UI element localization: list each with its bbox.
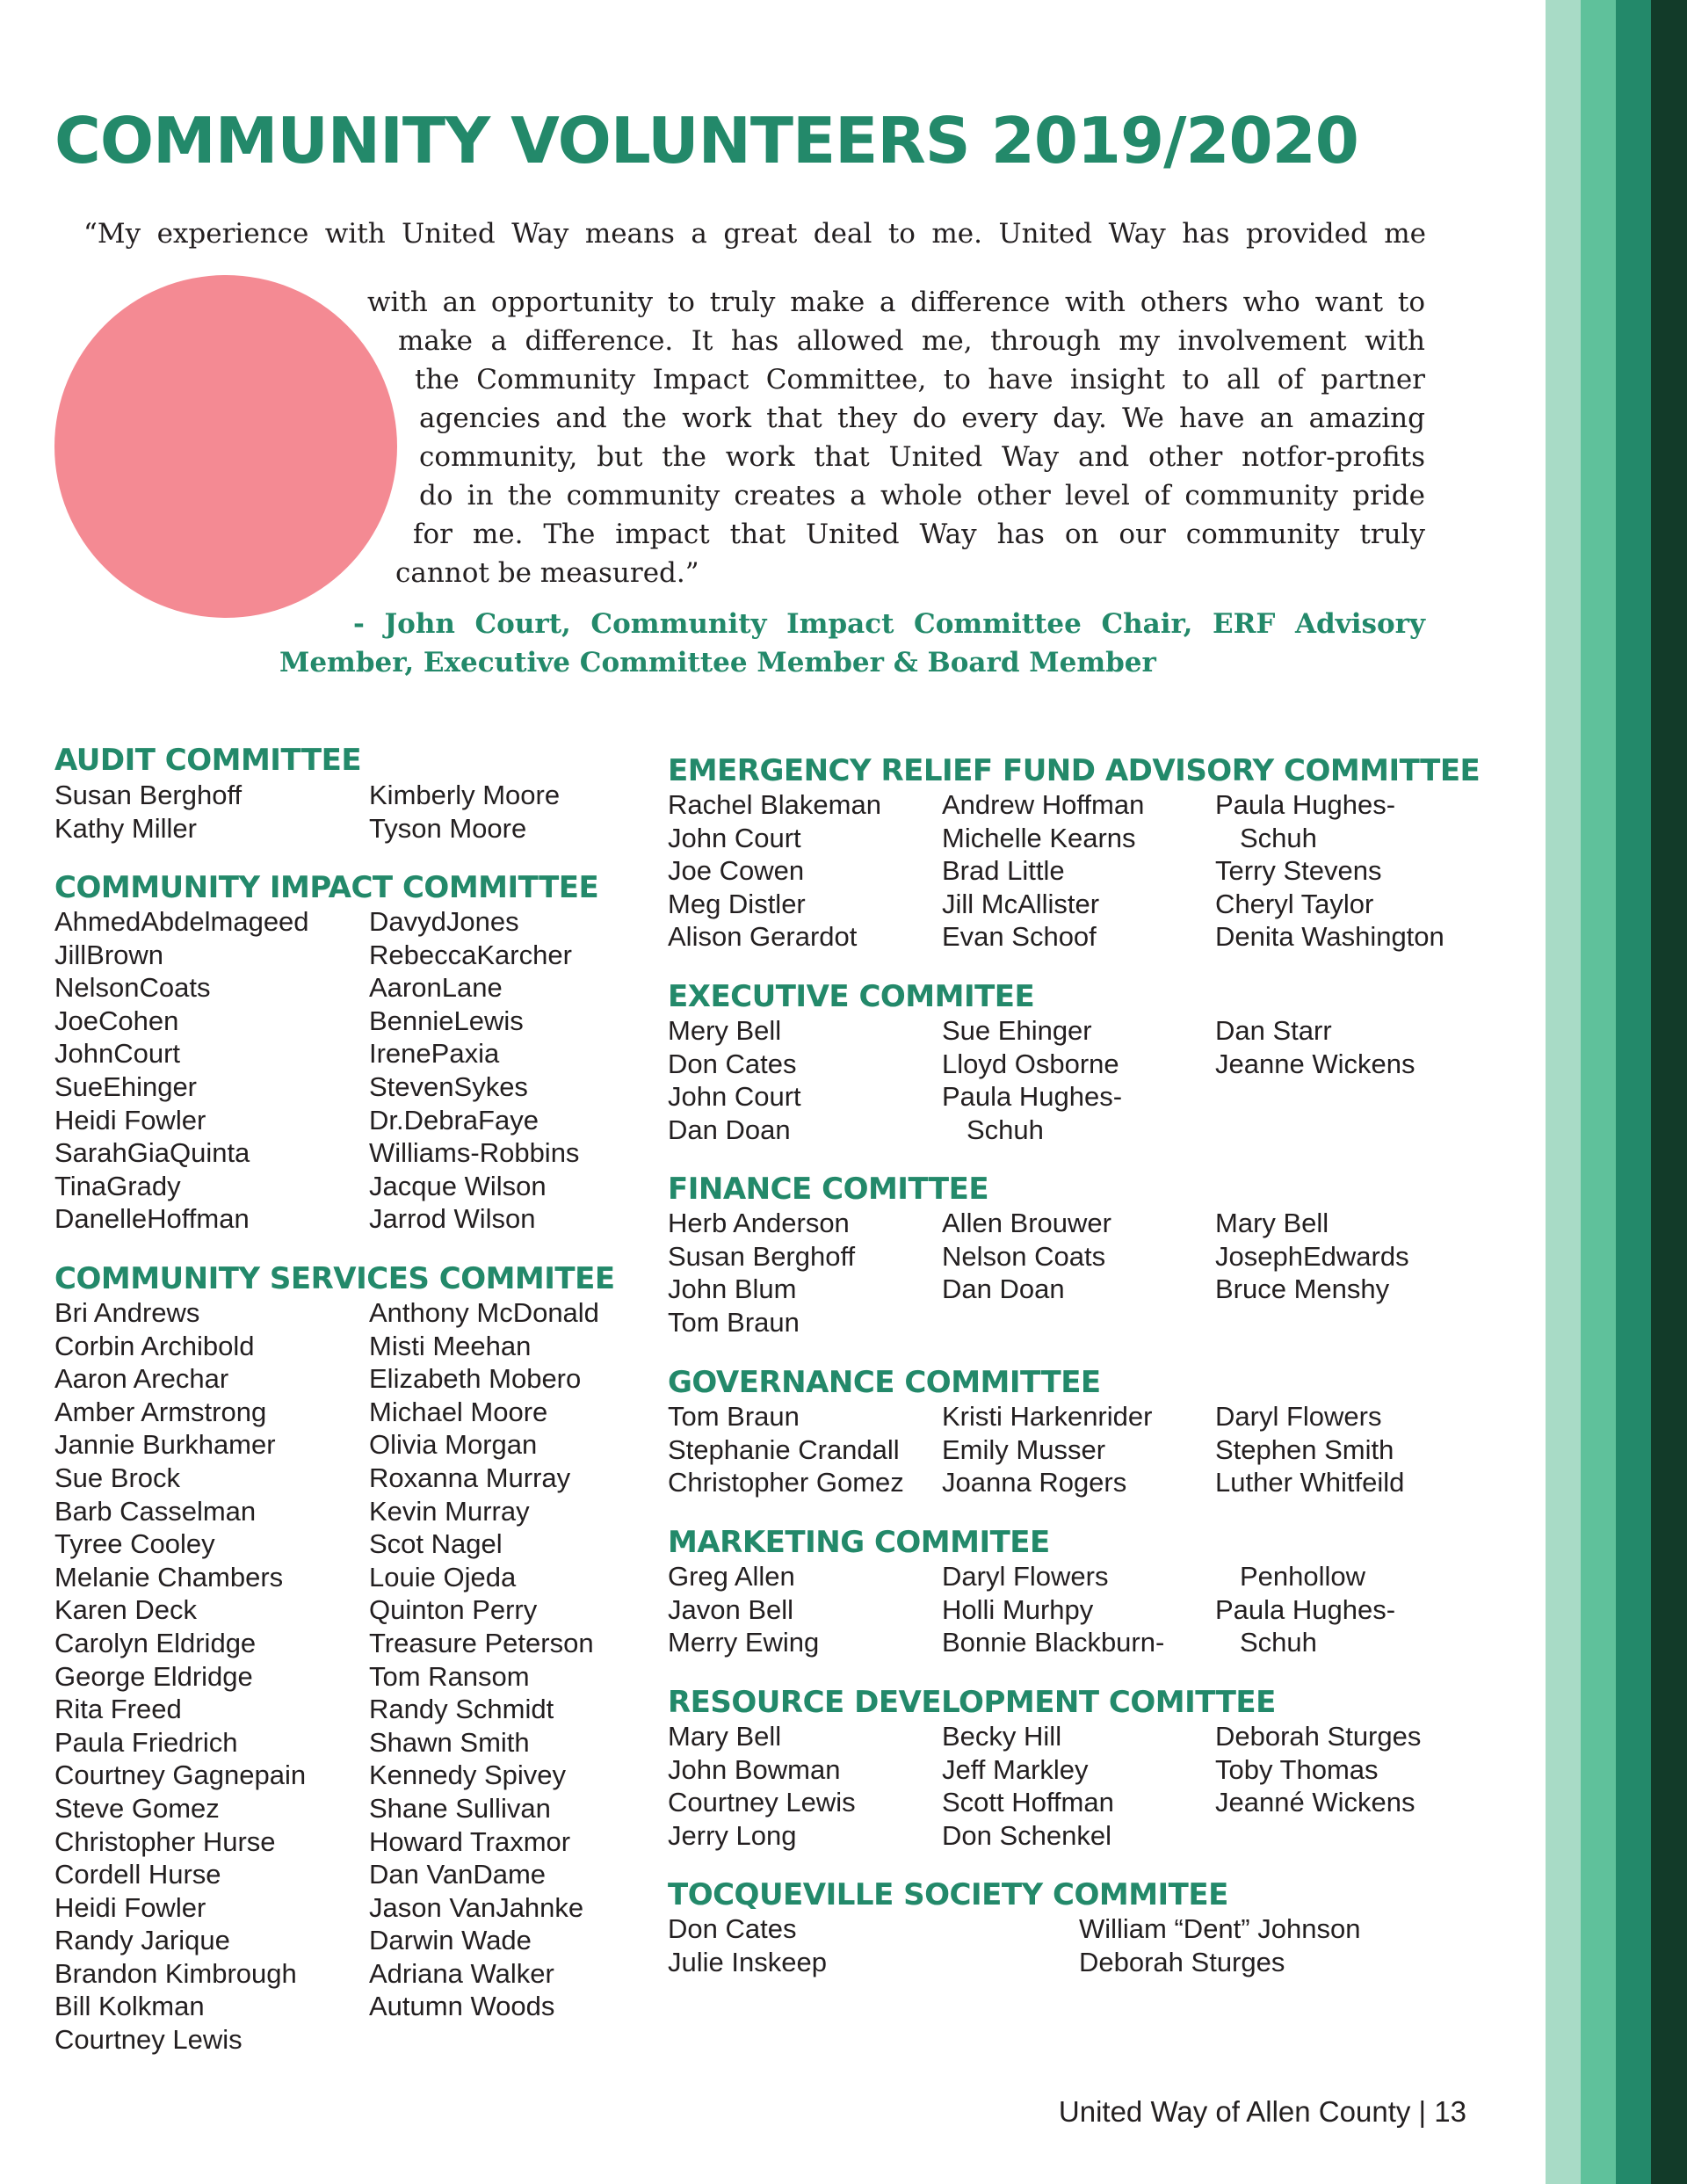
member-name: Schuh xyxy=(967,1114,1044,1145)
member-name: NelsonCoats xyxy=(54,972,211,1004)
finance-list xyxy=(942,1207,1111,1306)
governance-list xyxy=(1215,1400,1404,1499)
member-name: Aaron Arechar xyxy=(54,1363,229,1395)
member-name: George Eldridge xyxy=(54,1660,253,1692)
member-name: Merry Ewing xyxy=(668,1627,820,1658)
quote-line: agencies and the work that they do every day. We have an amazing xyxy=(419,403,1425,434)
member-name: Jill McAllister xyxy=(942,888,1100,919)
member-name: Kimberly Moore xyxy=(369,780,561,810)
member-name: Stephen Smith xyxy=(1215,1433,1394,1465)
tocqueville-committee-heading: TOCQUEVILLE SOCIETY COMMITEE xyxy=(668,1877,1228,1912)
resource-development-list xyxy=(942,1720,1114,1852)
tocqueville-list xyxy=(1079,1912,1360,1978)
member-name: Sue Brock xyxy=(54,1462,181,1493)
quote-line: for me. The impact that United Way has on our community truly xyxy=(413,519,1425,550)
executive-list xyxy=(1215,1014,1415,1080)
member-name: Melanie Chambers xyxy=(54,1561,284,1593)
member-name: Holli Murhpy xyxy=(942,1593,1094,1625)
member-name: Bri Andrews xyxy=(54,1297,200,1328)
member-name: John Court xyxy=(668,1081,801,1113)
member-name: Tom Ransom xyxy=(369,1660,530,1692)
member-name: Anthony McDonald xyxy=(369,1297,599,1328)
quote-line: with an opportunity to truly make a difference with others who want to xyxy=(367,287,1425,318)
member-name: Don Cates xyxy=(668,1913,797,1944)
stripe-mid xyxy=(1581,0,1616,2184)
member-name: Scott Hoffman xyxy=(942,1787,1114,1818)
governance-list xyxy=(668,1400,904,1499)
member-name: SueEhinger xyxy=(54,1070,198,1102)
member-name: Karen Deck xyxy=(54,1594,197,1626)
member-name: Howard Traxmor xyxy=(369,1825,571,1857)
audit-committee-list xyxy=(54,779,242,845)
member-name: JosephEdwards xyxy=(1215,1240,1409,1272)
quote-line: the Community Impact Committee, to have insight to all of partner xyxy=(415,364,1425,395)
member-name: Mary Bell xyxy=(1215,1208,1329,1238)
member-name: Louie Ojeda xyxy=(369,1561,517,1593)
member-name: Paula Hughes- xyxy=(1215,789,1396,820)
member-name: Schuh xyxy=(1240,822,1317,853)
member-name: Terry Stevens xyxy=(1215,855,1382,887)
member-name: Evan Schoof xyxy=(942,921,1097,953)
executive-list xyxy=(668,1014,801,1146)
member-name: Denita Washington xyxy=(1215,921,1444,953)
member-name: StevenSykes xyxy=(369,1070,528,1102)
member-name: Treasure Peterson xyxy=(369,1627,594,1658)
member-name: John Blum xyxy=(668,1273,797,1305)
member-name: Brad Little xyxy=(942,855,1065,887)
member-name: Jeanne Wickens xyxy=(1215,1048,1415,1079)
community-impact-list xyxy=(369,905,579,1236)
tocqueville-list xyxy=(668,1912,827,1978)
member-name: Joe Cowen xyxy=(668,855,805,887)
member-name: Nelson Coats xyxy=(942,1240,1106,1272)
member-name: Steve Gomez xyxy=(54,1792,220,1824)
member-name: Jerry Long xyxy=(668,1819,797,1851)
resource-development-list xyxy=(668,1720,856,1852)
member-name: Jarrod Wilson xyxy=(369,1203,536,1235)
member-name: Courtney Lewis xyxy=(54,2024,243,2056)
member-name: Jacque Wilson xyxy=(369,1170,547,1201)
quote-circle-photo xyxy=(54,275,397,618)
member-name: Dan VanDame xyxy=(369,1859,547,1890)
member-name: Mery Bell xyxy=(668,1015,782,1046)
quote-attribution-cont: Member, Executive Committee Member & Board Member xyxy=(279,647,1156,678)
erf-advisory-list xyxy=(668,788,881,954)
member-name: Dan Doan xyxy=(942,1273,1065,1305)
member-name: William “Dent” Johnson xyxy=(1079,1913,1361,1944)
member-name: DanelleHoffman xyxy=(54,1203,250,1235)
member-name: Heidi Fowler xyxy=(54,1891,206,1923)
member-name: Sue Ehinger xyxy=(942,1015,1092,1046)
member-name: SarahGiaQuinta xyxy=(54,1137,250,1169)
resource-development-committee-heading: RESOURCE DEVELOPMENT COMITTEE xyxy=(668,1685,1276,1720)
stripe-dark xyxy=(1616,0,1651,2184)
member-name: Alison Gerardot xyxy=(668,921,858,953)
quote-attribution: - John Court, Community Impact Committee Chair, ERF Advisory xyxy=(353,608,1425,640)
member-name: Joanna Rogers xyxy=(942,1467,1127,1498)
executive-committee-heading: EXECUTIVE COMMITEE xyxy=(668,979,1035,1014)
member-name: Heidi Fowler xyxy=(54,1104,206,1136)
member-name: Javon Bell xyxy=(668,1593,794,1625)
member-name: Paula Hughes- xyxy=(1215,1593,1396,1625)
member-name: Kennedy Spivey xyxy=(369,1760,567,1791)
member-name: Don Schenkel xyxy=(942,1819,1112,1851)
member-name: Dan Doan xyxy=(668,1114,791,1145)
member-name: Quinton Perry xyxy=(369,1594,538,1626)
member-name: Adriana Walker xyxy=(369,1957,554,1989)
community-services-committee-heading: COMMUNITY SERVICES COMMITEE xyxy=(54,1261,615,1296)
member-name: Misti Meehan xyxy=(369,1330,532,1361)
member-name: Amber Armstrong xyxy=(54,1396,267,1427)
quote-line: cannot be measured.” xyxy=(395,557,699,589)
member-name: Jeanné Wickens xyxy=(1215,1787,1415,1818)
finance-committee-heading: FINANCE COMITTEE xyxy=(668,1172,989,1207)
member-name: Shawn Smith xyxy=(369,1726,530,1758)
marketing-list xyxy=(668,1560,819,1659)
member-name: Luther Whitfeild xyxy=(1215,1467,1405,1498)
member-name: Susan Berghoff xyxy=(668,1240,856,1272)
member-name: Scot Nagel xyxy=(369,1528,503,1560)
marketing-list xyxy=(942,1560,1164,1659)
executive-list xyxy=(942,1014,1122,1146)
member-name: Darwin Wade xyxy=(369,1925,532,1956)
member-name: Tom Braun xyxy=(668,1306,800,1338)
erf-advisory-list xyxy=(942,788,1144,954)
governance-committee-heading: GOVERNANCE COMMITTEE xyxy=(668,1365,1101,1400)
member-name: Schuh xyxy=(1240,1627,1317,1658)
member-name: Courtney Gagnepain xyxy=(54,1760,307,1791)
member-name: Toby Thomas xyxy=(1215,1753,1379,1785)
member-name: Tyree Cooley xyxy=(54,1528,215,1560)
member-name: JohnCourt xyxy=(54,1038,181,1070)
member-name: Meg Distler xyxy=(668,888,806,919)
member-name: Jeff Markley xyxy=(942,1753,1089,1785)
member-name: Bruce Menshy xyxy=(1215,1273,1390,1305)
member-name: Christopher Gomez xyxy=(668,1467,904,1498)
member-name: DavydJones xyxy=(369,906,519,937)
member-name: Olivia Morgan xyxy=(369,1429,538,1461)
member-name: Autumn Woods xyxy=(369,1991,555,2022)
resource-development-list xyxy=(1215,1720,1421,1819)
member-name: AhmedAbdelmageed xyxy=(54,906,309,937)
member-name: IrenePaxia xyxy=(369,1038,500,1070)
audit-committee-heading: AUDIT COMMITTEE xyxy=(54,743,362,778)
page-footer: United Way of Allen County | 13 xyxy=(1058,2095,1466,2128)
stripe-light xyxy=(1546,0,1581,2184)
community-impact-committee-heading: COMMUNITY IMPACT COMMITTEE xyxy=(54,870,599,905)
member-name: JillBrown xyxy=(54,939,164,970)
member-name: Shane Sullivan xyxy=(369,1792,551,1824)
member-name: Daryl Flowers xyxy=(942,1561,1109,1592)
erf-advisory-committee-heading: EMERGENCY RELIEF FUND ADVISORY COMMITTEE xyxy=(668,753,1481,788)
member-name: Greg Allen xyxy=(668,1561,795,1592)
member-name: Rita Freed xyxy=(54,1694,182,1725)
member-name: Deborah Sturges xyxy=(1215,1721,1422,1752)
member-name: Don Cates xyxy=(668,1048,797,1079)
member-name: AaronLane xyxy=(369,972,503,1004)
member-name: Elizabeth Mobero xyxy=(369,1363,582,1395)
member-name: Carolyn Eldridge xyxy=(54,1627,257,1658)
finance-list xyxy=(668,1207,855,1339)
member-name: Kathy Miller xyxy=(54,812,197,844)
quote-line: make a difference. It has allowed me, through my involvement with xyxy=(398,325,1425,357)
member-name: Michelle Kearns xyxy=(942,822,1136,853)
community-services-list xyxy=(369,1296,599,2023)
member-name: John Bowman xyxy=(668,1753,841,1785)
member-name: Williams-Robbins xyxy=(369,1137,580,1169)
governance-list xyxy=(942,1400,1152,1499)
page-title: COMMUNITY VOLUNTEERS 2019/2020 xyxy=(54,104,1358,178)
member-name: Rachel Blakeman xyxy=(668,789,881,820)
member-name: John Court xyxy=(668,822,801,853)
quote-line: community, but the work that United Way and other notfor-profits xyxy=(419,441,1425,473)
member-name: RebeccaKarcher xyxy=(369,939,572,970)
member-name: Randy Schmidt xyxy=(369,1694,554,1725)
member-name: Kevin Murray xyxy=(369,1495,530,1527)
member-name: Daryl Flowers xyxy=(1215,1401,1382,1432)
member-name: Susan Berghoff xyxy=(54,780,243,810)
member-name: Dr.DebraFaye xyxy=(369,1104,539,1136)
member-name: Andrew Hoffman xyxy=(942,789,1145,820)
member-name: Courtney Lewis xyxy=(668,1787,856,1818)
member-name: Emily Musser xyxy=(942,1433,1106,1465)
member-name: Penhollow xyxy=(1240,1561,1366,1592)
stripe-darkest xyxy=(1651,0,1687,2184)
erf-advisory-list xyxy=(1215,788,1444,954)
member-name: Michael Moore xyxy=(369,1396,548,1427)
member-name: Brandon Kimbrough xyxy=(54,1957,297,1989)
community-services-list xyxy=(54,1296,306,2057)
member-name: Mary Bell xyxy=(668,1721,782,1752)
member-name: Corbin Archibold xyxy=(54,1330,255,1361)
member-name: Tyson Moore xyxy=(369,812,527,844)
member-name: Deborah Sturges xyxy=(1079,1946,1285,1977)
member-name: Stephanie Crandall xyxy=(668,1433,900,1465)
member-name: JoeCohen xyxy=(54,1005,179,1036)
member-name: Kristi Harkenrider xyxy=(942,1401,1153,1432)
member-name: Christopher Hurse xyxy=(54,1825,276,1857)
member-name: Randy Jarique xyxy=(54,1925,230,1956)
quote-line: do in the community creates a whole other level of community pride xyxy=(419,480,1425,512)
audit-committee-list xyxy=(369,779,560,845)
member-name: Bill Kolkman xyxy=(54,1991,205,2022)
member-name: Cordell Hurse xyxy=(54,1859,221,1890)
member-name: Jason VanJahnke xyxy=(369,1891,584,1923)
member-name: Lloyd Osborne xyxy=(942,1048,1119,1079)
member-name: Paula Friedrich xyxy=(54,1726,238,1758)
member-name: Julie Inskeep xyxy=(668,1946,827,1977)
marketing-committee-heading: MARKETING COMMITEE xyxy=(668,1525,1050,1560)
member-name: Jannie Burkhamer xyxy=(54,1429,276,1461)
member-name: Dan Starr xyxy=(1215,1015,1332,1046)
member-name: Tom Braun xyxy=(668,1401,800,1432)
member-name: Bonnie Blackburn- xyxy=(942,1627,1165,1658)
finance-list xyxy=(1215,1207,1409,1306)
decorative-stripes xyxy=(1546,0,1687,2184)
member-name: BennieLewis xyxy=(369,1005,524,1036)
member-name: Barb Casselman xyxy=(54,1495,257,1527)
community-impact-list xyxy=(54,905,309,1236)
member-name: TinaGrady xyxy=(54,1170,181,1201)
quote-first-line: “My experience with United Way means a great deal to me. United Way has provided me xyxy=(83,218,1426,250)
member-name: Allen Brouwer xyxy=(942,1208,1111,1238)
member-name: Roxanna Murray xyxy=(369,1462,571,1493)
marketing-list xyxy=(1215,1560,1395,1659)
member-name: Paula Hughes- xyxy=(942,1081,1123,1113)
member-name: Herb Anderson xyxy=(668,1208,850,1238)
member-name: Becky Hill xyxy=(942,1721,1062,1752)
member-name: Cheryl Taylor xyxy=(1215,888,1374,919)
